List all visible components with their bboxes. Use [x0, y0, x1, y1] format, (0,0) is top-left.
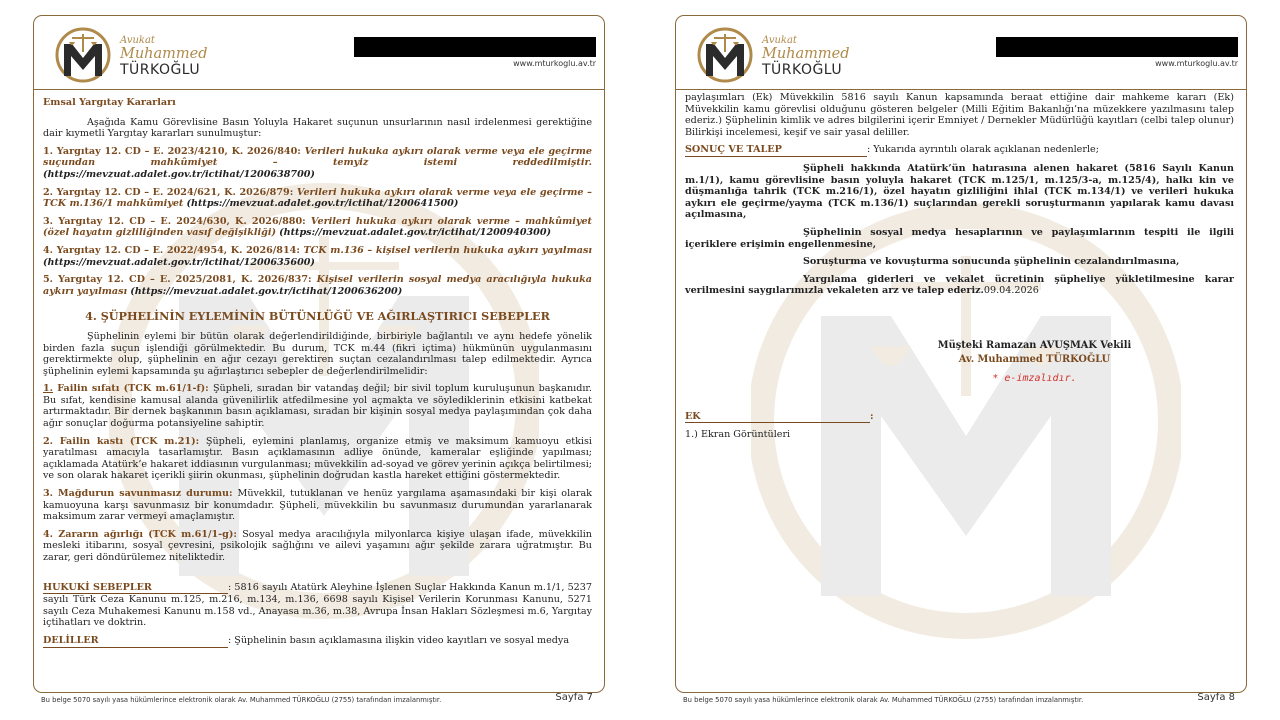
request-date: 09.04.2026 — [983, 285, 1039, 297]
factor-1 — [43, 383, 592, 429]
redacted-block — [354, 37, 596, 57]
ruling-5 — [43, 274, 592, 297]
hukuki-label: HUKUKİ SEBEPLER — [43, 582, 228, 595]
request-3: Soruşturma ve kovuşturma sonucunda şüphelinin cezalandırılmasına, — [803, 256, 1180, 268]
e-signature-note: * e-imzalıdır. — [992, 372, 1077, 384]
factor-head: Zararın ağırlığı (TCK m.61/1-g): — [53, 528, 243, 540]
brand-title: Avukat — [120, 35, 155, 46]
law-firm-logo-icon — [694, 26, 756, 84]
factor-4 — [43, 529, 592, 564]
ruling-head: 1. Yargıtay 12. CD – E. 2023/4210, K. 2026/840: — [43, 145, 305, 157]
ek-item-1: 1.) Ekran Görüntüleri — [685, 429, 791, 441]
page-number: Sayfa 8 — [1197, 692, 1235, 703]
factor-text: Şüpheli, sıradan bir vatandaş değil; bir sivil toplum kuruluşunun başkanıdır. Bu sıfat, kendisine kamusal alanda güvenilirlik atfedilmesine yol açmakta ve söylediklerinin etkisini katbekat artırmaktadır. Bir dernek başkanının basın açıklaması, sıradan bir kişinin sosyal medya paylaşımından çok daha ağır sonuçlar doğurma potansiyeline sahiptir. — [43, 383, 592, 430]
ruling-link[interactable]: (https://mevzuat.adalet.gov.tr/ictihat/1200638700) — [43, 168, 315, 180]
factor-3 — [43, 488, 592, 523]
factor-number: 4. — [43, 528, 54, 540]
ruling-3 — [43, 216, 592, 239]
factor-head: Failin sıfatı (TCK m.61/1-f): — [53, 383, 213, 395]
request-4-text: Yargılama giderleri ve vekalet ücretinin şüpheliye yükletilmesine karar verilmesini saygılarımızla vekaleten arz ve talep ederiz. — [685, 273, 1234, 297]
redacted-block — [996, 37, 1238, 57]
hukuki-sebepler — [43, 582, 592, 629]
hukuki-text: : 5816 sayılı Atatürk Aleyhine İşlenen Suçlar Hakkında Kanun m.1/1, 5237 sayılı Türk Ceza Kanunu m.125, m.216, m.134, m.136, 6698 sayılı Kişisel Verilerin Korunması Kanunu, 5271 sayılı Ceza Muhakemesi Kanunu m.158 vd., Anayasa m.36, m.38, Avrupa İnsan Hakları Sözleşmesi m.6, Yargıtay içtihatları ve doktrin. — [43, 581, 592, 629]
factor-2 — [43, 436, 592, 482]
factor-text: Müvekkil, tutuklanan ve henüz yargılama aşamasındaki bir kişi olarak kamuoyuna karşı savunmasız bir konumdadır. Şüpheli, müvekkilin bu savunmasız durumundan yararlanarak maksimum zarar vermeyi amaçlamıştır. — [43, 488, 592, 523]
ruling-title: Verileri hukuka aykırı olarak verme – mahkûmiyet (özel hayatın gizliliğinden vasıf değişikliği) — [43, 215, 592, 239]
factor-number: 2. — [43, 435, 54, 447]
footer-signature-note: Bu belge 5070 sayılı yasa hükümlerince elektronik olarak Av. Muhammed TÜRKOĞLU (2755) tarafından imzalanmıştır. — [683, 696, 1084, 704]
factor-text: Sosyal medya aracılığıyla milyonlarca kişiye ulaşan ifade, müvekkilin mesleki itibarını, sosyal çevresini, psikolojik sağlığını ve ailevi yaşamını ağır şekilde zarara uğratmıştır. Bu zarar, geri döndürülemez niteliktedir. — [43, 528, 592, 563]
emsal-intro: Aşağıda Kamu Görevlisine Basın Yoluyla Hakaret suçunun unsurlarının nasıl irdelenmesi gerektiğine dair kıymetli Yargıtay kararları sunulmuştur: — [43, 116, 592, 140]
signer-line-2: Av. Muhammed TÜRKOĞLU — [958, 353, 1111, 365]
request-1: Şüpheli hakkında Atatürk’ün hatırasına alenen hakaret (5816 Sayılı Kanun m.1/1), kamu görevlisine basın yoluyla hakaret (TCK m.125/1, m.125/3-a, m.125/4), halkı kin ve düşmanlığa tahrik (TCK m.216/1), özel hayatın gizliliğini ihlal (TCK m.134/1) ve verileri hukuka aykırı ele geçirme/yayma (TCK m.136/1) suçlarından gerekli soruşturmanın yapılarak kamu davası açılmasına, — [685, 162, 1234, 221]
factor-number: 3. — [43, 488, 54, 500]
ruling-head: 4. Yargıtay 12. CD – E. 2022/4954, K. 2026/814: — [43, 244, 304, 256]
page-number: Sayfa 7 — [555, 692, 593, 703]
ruling-head: 3. Yargıtay 12. CD – E. 2024/630, K. 2026/880: — [43, 215, 311, 227]
page-body — [43, 97, 592, 654]
deliller-text: : Şüphelinin basın açıklamasına ilişkin video kayıtları ve sosyal medya — [228, 634, 570, 646]
factor-head: Mağdurun savunmasız durumu: — [53, 488, 238, 500]
ruling-2 — [43, 187, 592, 210]
deliller-label: DELİLLER — [43, 635, 228, 648]
ek-section — [685, 411, 1234, 424]
website-link[interactable]: www.mturkoglu.av.tr — [513, 59, 596, 68]
ruling-title: Kişisel verilerin sosyal medya aracılığıyla hukuka aykırı yayılması — [43, 274, 592, 297]
sonuc-ve-talep — [685, 144, 1234, 157]
website-link[interactable]: www.mturkoglu.av.tr — [1155, 59, 1238, 68]
ruling-title: Verileri hukuka aykırı olarak verme veya ele geçirme suçundan mahkûmiyet – temyiz istemi reddedilmiştir. — [43, 145, 592, 169]
sonuc-label: SONUÇ VE TALEP — [685, 144, 867, 157]
request-4 — [685, 274, 1234, 297]
sonuc-text: : Yukarıda ayrıntılı olarak açıklanan nedenlerle; — [867, 144, 1099, 156]
ruling-title: Verileri hukuka aykırı olarak verme veya ele geçirme – TCK m.136/1 mahkûmiyet — [43, 186, 592, 210]
brand-last-name: TÜRKOĞLU — [120, 61, 201, 78]
ruling-link[interactable]: (https://mevzuat.adalet.gov.tr/ictihat/1200641500) — [186, 198, 459, 210]
page-body — [685, 92, 1234, 447]
ruling-link[interactable]: (https://mevzuat.adalet.gov.tr/ictihat/1200940300) — [279, 227, 552, 239]
document-page-8 — [675, 15, 1247, 704]
page-header — [34, 16, 604, 90]
section-4-title: 4. ŞÜPHELİNİN EYLEMİNİN BÜTÜNLÜĞÜ VE AĞIRLAŞTIRICI SEBEPLER — [85, 309, 550, 324]
page-header — [676, 16, 1246, 90]
brand-name — [120, 36, 208, 77]
signer-line-1: Müşteki Ramazan AVUŞMAK Vekili — [937, 339, 1132, 351]
ruling-link[interactable]: (https://mevzuat.adalet.gov.tr/ictihat/1200635600) — [43, 256, 315, 268]
factor-number: 1. — [43, 383, 54, 395]
emsal-title: Emsal Yargıtay Kararları — [43, 97, 176, 108]
brand-first-name: Muhammed — [120, 46, 208, 62]
deliller — [43, 635, 592, 648]
evidence-continued: paylaşımları (Ek) Müvekkilin 5816 sayılı Kanun kapsamında beraat ettiğine dair mahkeme kararı (Ek) Müvekkilin kamu görevlisi olduğunu gösteren belgeler (Milli Eğitim Bakanlığı’na müzekkere yazılmasını talep ederiz.) Şüphelinin kimlik ve adres bilgilerini içerir Emniyet / Dernekler Müdürlüğü kayıtları (celbi talep olunur) Bilirkişi incelemesi, keşif ve sair yasal deliller. — [685, 92, 1234, 138]
ruling-head: 2. Yargıtay 12. CD – E. 2024/621, K. 2026/879: — [43, 186, 297, 198]
ruling-4 — [43, 245, 592, 268]
brand-last-name: TÜRKOĞLU — [762, 61, 843, 78]
brand-title: Avukat — [762, 35, 797, 46]
section-4-intro: Şüphelinin eylemi bir bütün olarak değerlendirildiğinde, birbiriyle bağlantılı ve aynı hedefe yönelik birden fazla suçun işlendiği görülmektedir. Bu durum, TCK m.44 (fikri içtima) hükmünün uygulanmasını gerektirmekte olup, şüphelinin en ağır cezayı gerektiren suçtan cezalandırılması talep edilmektedir. Ayrıca şüphelinin eylemi kapsamında şu ağırlaştırıcı sebepler de değerlendirilmelidir: — [43, 330, 592, 377]
page-frame — [675, 15, 1247, 693]
ruling-title: TCK m.136 – kişisel verilerin hukuka aykırı yayılması — [303, 244, 592, 256]
factor-head: Failin kastı (TCK m.21): — [53, 435, 206, 447]
brand-first-name: Muhammed — [762, 46, 850, 62]
document-page-7 — [33, 15, 605, 704]
page-frame — [33, 15, 605, 693]
ruling-head: 5. Yargıtay 12. CD – E. 2025/2081, K. 2026/837: — [43, 274, 317, 286]
law-firm-logo-icon — [52, 26, 114, 84]
ek-colon: : — [870, 410, 874, 422]
ek-label: EK — [685, 411, 870, 424]
request-2: Şüphelinin sosyal medya hesaplarının ve paylaşımlarının tespiti ile ilgili içeriklere erişimin engellenmesine, — [685, 226, 1234, 250]
factor-text: Şüpheli, eylemini planlamış, organize etmiş ve maksimum kamuoyu etkisi yaratılması amacıyla tasarlamıştır. Basın açıklamasının adliye önünde, kameralar eşliğinde yapılması; açıklamada Atatürk’e hakaret iddiasının vurgulanması; müvekkilin ad-soyad ve görev yerinin açıkça belirtilmesi; ve son olarak hakaret içerikli şiirin okunması, şüphelinin doğrudan kastla hareket ettiğini göstermektedir. — [43, 435, 592, 482]
ruling-link[interactable]: (https://mevzuat.adalet.gov.tr/ictihat/1200636200) — [130, 285, 403, 297]
footer-signature-note: Bu belge 5070 sayılı yasa hükümlerince elektronik olarak Av. Muhammed TÜRKOĞLU (2755) tarafından imzalanmıştır. — [41, 696, 442, 704]
ruling-1 — [43, 146, 592, 181]
brand-name — [762, 36, 850, 77]
